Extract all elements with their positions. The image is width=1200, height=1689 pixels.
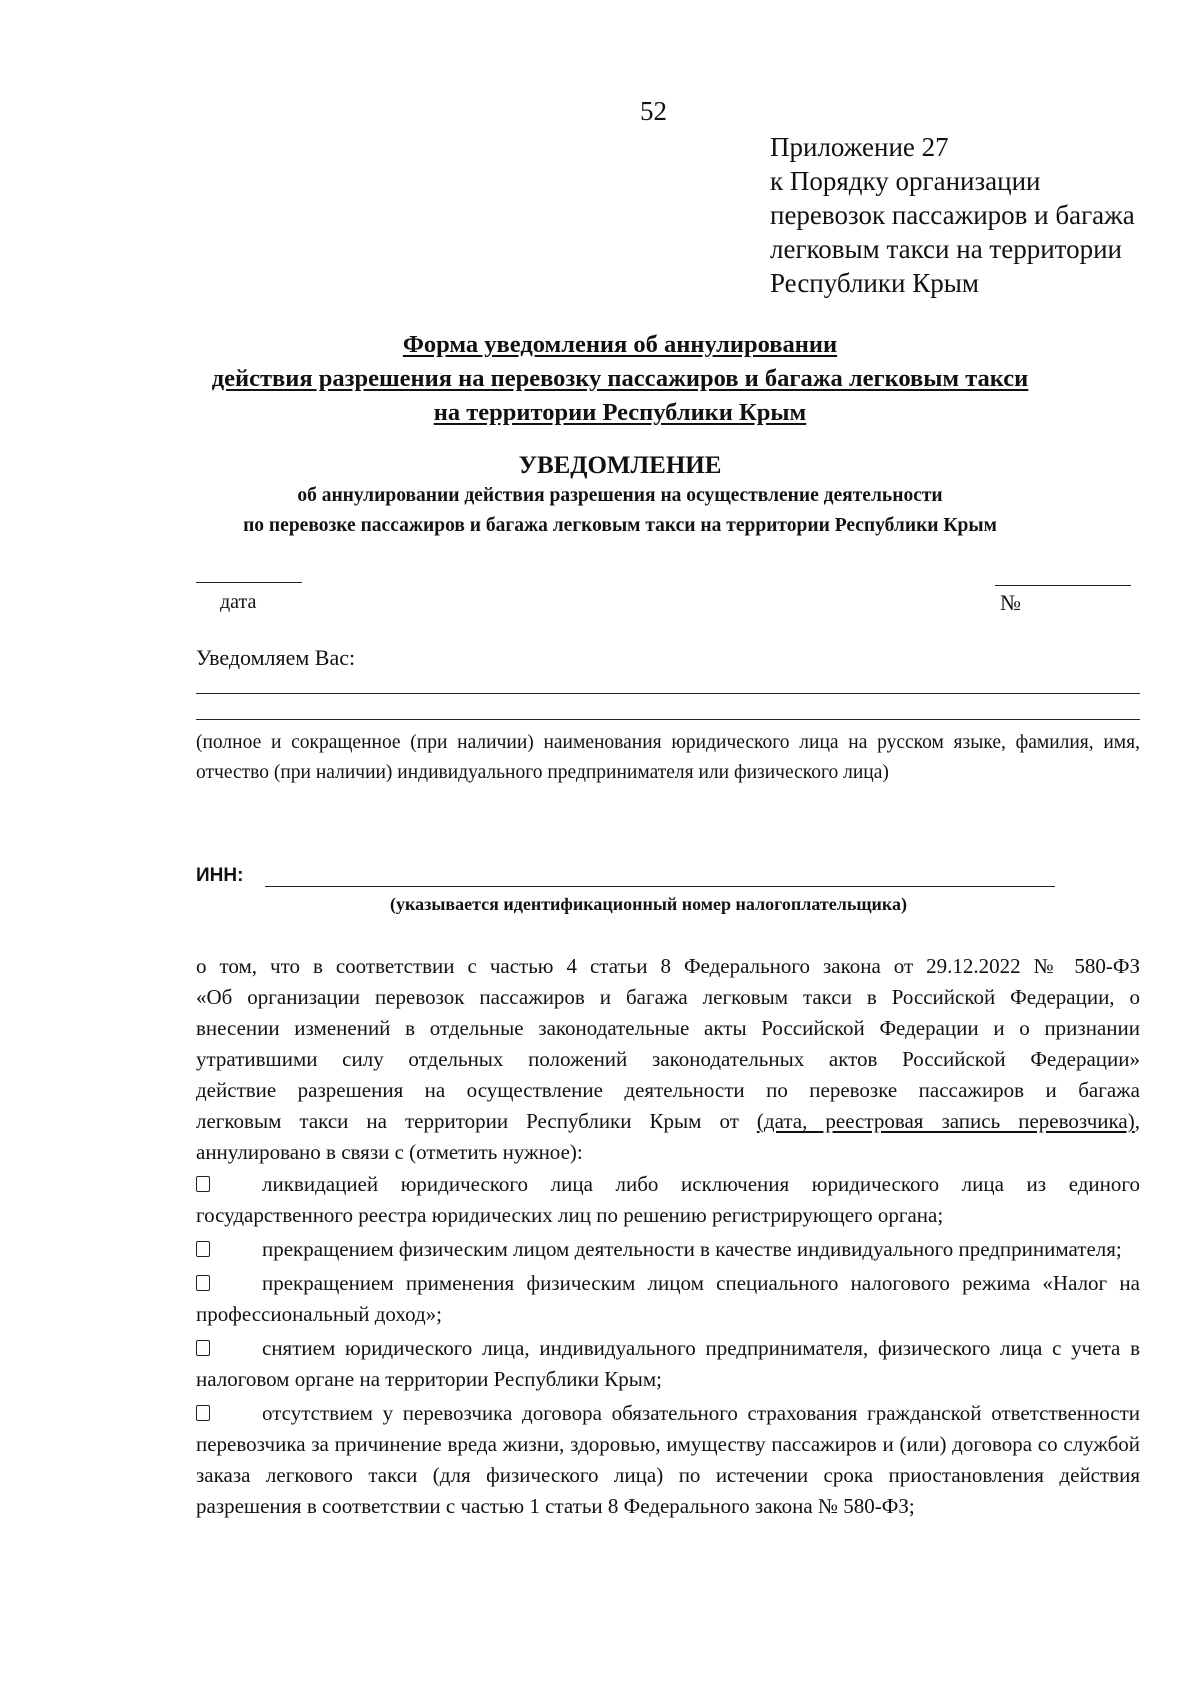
number-field-line[interactable] bbox=[995, 585, 1131, 586]
body-line: внесении изменений в отдельные законодательные акты Российской Федерации и о признании bbox=[196, 1016, 1140, 1040]
option-item bbox=[196, 1234, 1140, 1265]
option-text: ликвидацией юридического лица либо исключения юридического лица из единого государственного реестра юридических лиц по решению регистрирующего органа; bbox=[196, 1172, 1140, 1227]
form-title-line: на территории Республики Крым bbox=[433, 399, 807, 426]
form-title-line: действия разрешения на перевозку пассажиров и багажа легковым такси bbox=[211, 365, 1029, 392]
page-number: 52 bbox=[640, 96, 667, 126]
notify-label: Уведомляем Вас: bbox=[196, 645, 356, 670]
inn-label: ИНН: bbox=[196, 865, 244, 886]
appendix-line: Республики Крым bbox=[770, 268, 979, 298]
inn-field-line[interactable] bbox=[265, 886, 1055, 887]
body-line: «Об организации перевозок пассажиров и багажа легковым такси в Российской Федерации, о bbox=[196, 985, 1140, 1009]
notice-heading: УВЕДОМЛЕНИЕ bbox=[518, 452, 722, 479]
checkbox-icon[interactable] bbox=[196, 1275, 210, 1291]
appendix-line: легковым такси на территории bbox=[770, 234, 1123, 264]
name-hint: (полное и сокращенное (при наличии) наименования юридического лица на русском языке, фамилия, имя, отчество (при наличии) индивидуального предпринимателя или физического лица) bbox=[196, 732, 1140, 783]
checkbox-icon[interactable] bbox=[196, 1405, 210, 1421]
body-line-text: , bbox=[1134, 1109, 1140, 1133]
form-title bbox=[120, 328, 1120, 430]
checkbox-icon[interactable] bbox=[196, 1241, 210, 1257]
notice-subtitle bbox=[120, 481, 1120, 541]
options-list bbox=[196, 1169, 1140, 1525]
checkbox-icon[interactable] bbox=[196, 1340, 210, 1356]
carrier-record-placeholder: (дата, реестровая запись перевозчика) bbox=[756, 1109, 1135, 1133]
appendix-line: перевозок пассажиров и багажа bbox=[770, 200, 1135, 230]
body-line: о том, что в соответствии с частью 4 статьи 8 Федерального закона от 29.12.2022 № 580-ФЗ bbox=[196, 954, 1140, 978]
option-text: прекращением применения физическим лицом специального налогового режима «Налог на профессиональный доход»; bbox=[196, 1271, 1140, 1326]
option-text: отсутствием у перевозчика договора обязательного страхования гражданской ответственности перевозчика за причинение вреда жизни, здоровью, имуществу пассажиров и (или) договора со службой заказа легкового такси (для физического лица) по истечении срока приостановления действия разрешения в соответствии с частью 1 статьи 8 Федерального закона № 580-ФЗ; bbox=[196, 1401, 1140, 1518]
number-caption: № bbox=[1000, 590, 1021, 615]
option-item bbox=[196, 1398, 1140, 1522]
form-title-line: Форма уведомления об аннулировании bbox=[402, 331, 838, 358]
option-item bbox=[196, 1169, 1140, 1231]
checkbox-icon[interactable] bbox=[196, 1176, 210, 1192]
body-line-text: легковым такси на территории Республики Крым от bbox=[196, 1109, 757, 1133]
appendix-block bbox=[770, 130, 1135, 300]
option-item bbox=[196, 1333, 1140, 1395]
notice-subtitle-line: по перевозке пассажиров и багажа легковым такси на территории Республики Крым bbox=[243, 515, 997, 536]
date-field-line[interactable] bbox=[196, 582, 302, 583]
recipient-name-line[interactable] bbox=[196, 693, 1140, 694]
body-line: утратившими силу отдельных положений законодательных актов Российской Федерации» bbox=[196, 1047, 1140, 1071]
option-text: снятием юридического лица, индивидуального предпринимателя, физического лица с учета в налоговом органе на территории Республики Крым; bbox=[196, 1336, 1140, 1391]
appendix-line: Приложение 27 bbox=[770, 132, 949, 162]
date-caption: дата bbox=[220, 591, 257, 613]
appendix-line: к Порядку организации bbox=[770, 166, 1041, 196]
inn-hint: (указывается идентификационный номер налогоплательщика) bbox=[390, 894, 908, 914]
body-line: действие разрешения на осуществление деятельности по перевозке пассажиров и багажа bbox=[196, 1078, 1140, 1102]
option-text: прекращением физическим лицом деятельности в качестве индивидуального предпринимателя; bbox=[262, 1237, 1122, 1261]
notice-subtitle-line: об аннулировании действия разрешения на осуществление деятельности bbox=[297, 485, 943, 506]
recipient-name-line[interactable] bbox=[196, 719, 1140, 720]
body-paragraph bbox=[196, 951, 1140, 1168]
option-item bbox=[196, 1268, 1140, 1330]
body-line: аннулировано в связи с (отметить нужное): bbox=[196, 1140, 583, 1164]
body-line bbox=[196, 1106, 1140, 1137]
